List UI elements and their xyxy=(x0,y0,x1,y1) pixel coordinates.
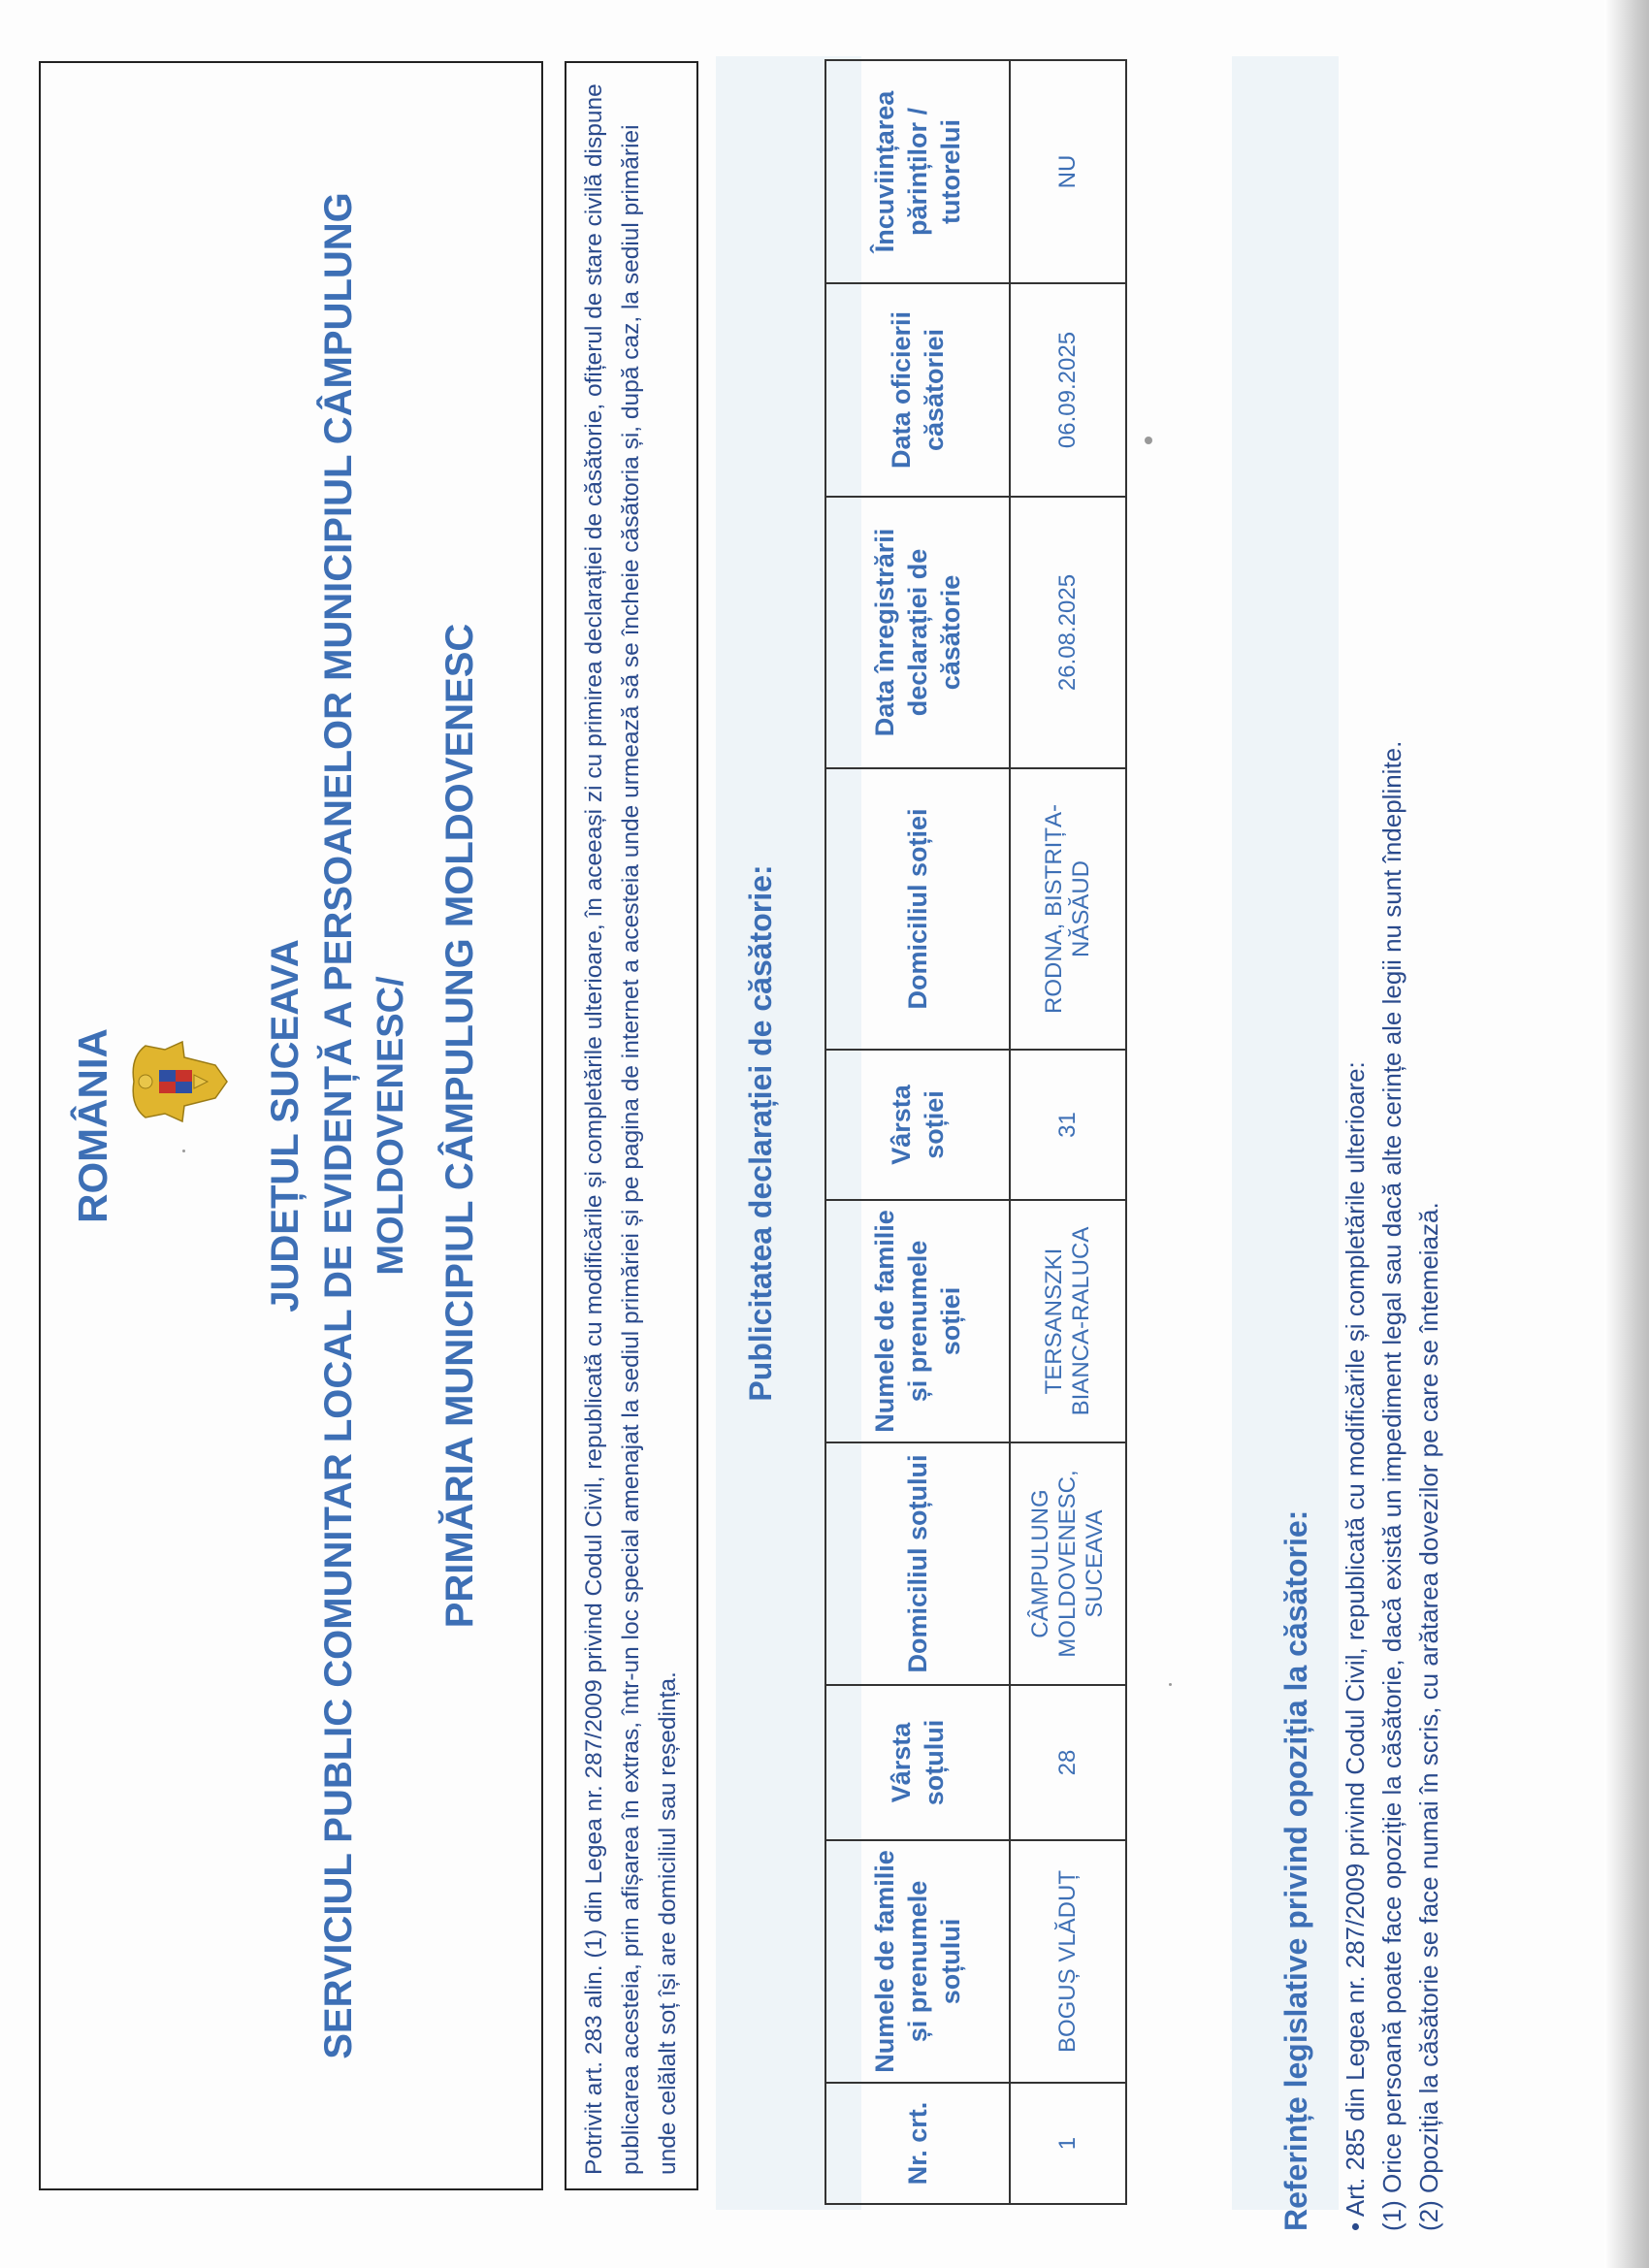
references-paragraph-1: (1) Orice persoană poate face opoziție la căsătorie, dacă există un impediment legal sau dacă alte cerințe ale legii nu sunt îndeplinite. xyxy=(1377,740,1406,2231)
scan-speck xyxy=(182,1150,185,1152)
header-box xyxy=(39,61,543,2190)
marriage-declaration-table xyxy=(824,59,1127,2205)
cell-ceremony-date: 06.09.2025 xyxy=(1010,283,1126,497)
col-header-nr: Nr. crt. xyxy=(825,2083,1010,2204)
col-header-ceremony-date: Data oficierii căsătoriei xyxy=(825,283,1010,497)
publication-title: Publicitatea declarației de căsătorie: xyxy=(743,864,778,1402)
cell-wife-name: TERSANSZKI BIANCA-RALUCA xyxy=(1010,1200,1126,1442)
scan-speck xyxy=(1145,437,1152,444)
col-header-husband-name: Numele de familie și prenumele soțului xyxy=(825,1840,1010,2083)
col-header-wife-age: Vârsta soției xyxy=(825,1050,1010,1200)
service-heading-line2: MOLDOVENESC/ xyxy=(371,976,411,1276)
cell-wife-age: 31 xyxy=(1010,1050,1126,1200)
legal-intro-paragraph: Potrivit art. 283 alin. (1) din Legea nr. 287/2009 privind Codul Civil, republicată cu modificările și completările ulterioare, în aceeași zi cu primirea declarației de căsătorie, ofițerul de stare civilă dispune publicarea acesteia, prin afișarea în extras, într-un loc special amenajat la sediul primăriei și pe pagina de internet a acesteia unde urmează să se încheie căsătoria și, după caz, la sediul primăriei unde celălalt soț își are domiciliul sau reședința. xyxy=(565,61,698,2190)
scan-speck xyxy=(1169,1683,1172,1686)
cell-husband-domicile: CÂMPULUNG MOLDOVENESC, SUCEAVA xyxy=(1010,1442,1126,1685)
country-heading: ROMÂNIA xyxy=(70,1028,115,1223)
cell-husband-name: BOGUȘ VLĂDUȚ xyxy=(1010,1840,1126,2083)
romanian-coat-of-arms-icon xyxy=(126,1038,231,1125)
col-header-husband-age: Vârsta soțului xyxy=(825,1685,1010,1840)
cell-wife-domicile: RODNA, BISTRIȚA-NĂSĂUD xyxy=(1010,768,1126,1050)
col-header-husband-domicile: Domiciliul soțului xyxy=(825,1442,1010,1685)
col-header-registration-date: Data înregistrării declarației de căsătorie xyxy=(825,497,1010,768)
cell-registration-date: 26.08.2025 xyxy=(1010,497,1126,768)
col-header-wife-name: Numele de familie și prenumele soției xyxy=(825,1200,1010,1442)
cell-nr: 1 xyxy=(1010,2083,1126,2204)
references-paragraph-2: (2) Opoziția la căsătorie se face numai în scris, cu arătarea dovezilor pe care se întemeiază. xyxy=(1414,1202,1443,2231)
col-header-parental-consent: Încuviințarea părinților / tutorelui xyxy=(825,60,1010,283)
references-article-line: • Art. 285 din Legea nr. 287/2009 privind Codul Civil, republicată cu modificările și completările ulterioare: xyxy=(1341,1061,1370,2231)
cell-husband-age: 28 xyxy=(1010,1685,1126,1840)
county-heading: JUDEȚUL SUCEAVA xyxy=(264,939,307,1312)
cell-parental-consent: NU xyxy=(1010,60,1126,283)
city-hall-heading: PRIMĂRIA MUNICIPIUL CÂMPULUNG MOLDOVENESC xyxy=(438,623,481,1629)
references-title: Referințe legislative privind opoziția la căsătorie: xyxy=(1278,1509,1313,2231)
table-header-row xyxy=(825,60,1010,2204)
col-header-wife-domicile: Domiciliul soției xyxy=(825,768,1010,1050)
table-row xyxy=(1010,60,1126,2204)
service-heading-line1: SERVICIUL PUBLIC COMUNITAR LOCAL DE EVIDENȚĂ A PERSOANELOR MUNICIPIUL CÂMPULUNG xyxy=(317,192,360,2059)
